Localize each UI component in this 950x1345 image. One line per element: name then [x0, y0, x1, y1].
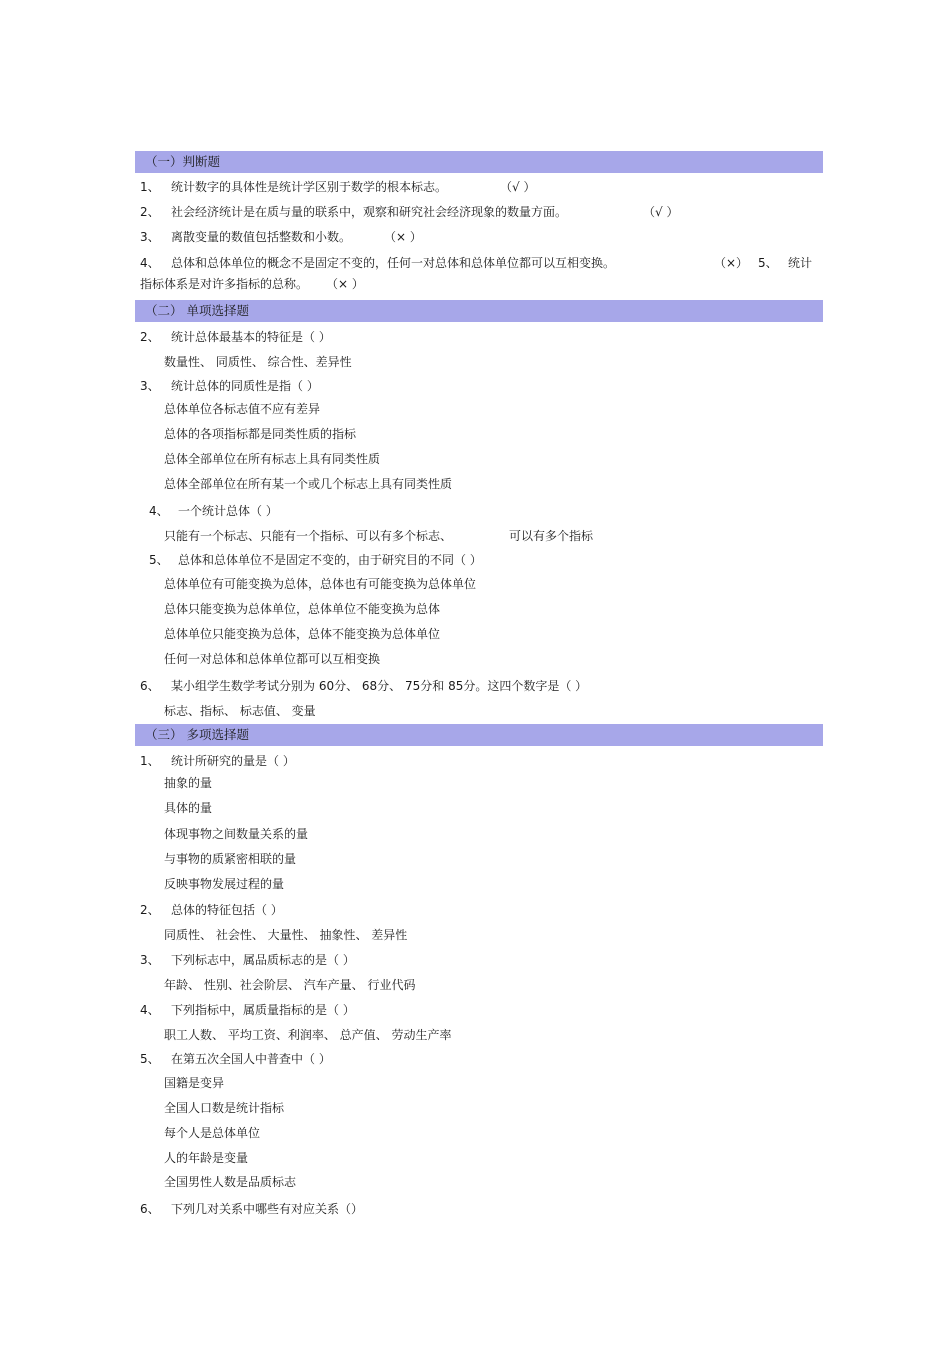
- option-line: 数量性、 同质性、 综合性、差异性: [164, 355, 352, 369]
- answer-mark: （× ）: [384, 230, 422, 244]
- question-number: 6、: [140, 679, 160, 693]
- item-number: 1、: [140, 180, 160, 194]
- item-text: 离散变量的数值包括整数和小数。: [171, 230, 352, 244]
- question-text: 在第五次全国人中普查中（ ）: [171, 1052, 331, 1066]
- option-line: 体现事物之间数量关系的量: [164, 827, 309, 841]
- question-number: 5、: [149, 553, 169, 567]
- item-text: 统计: [788, 256, 813, 270]
- item-text: 总体和总体单位的概念不是固定不变的，任何一对总体和总体单位都可以互相变换。: [171, 256, 616, 270]
- answer-mark: （× ）: [326, 277, 364, 291]
- option-line: 全国人口数是统计指标: [164, 1101, 285, 1115]
- question-number: 3、: [140, 379, 160, 393]
- item-text: 社会经济统计是在质与量的联系中，观察和研究社会经济现象的数量方面。: [171, 205, 568, 219]
- option-line: 总体单位有可能变换为总体，总体也有可能变换为总体单位: [164, 577, 477, 591]
- item-number: 4、: [140, 256, 160, 270]
- answer-mark: （×）: [714, 256, 749, 270]
- question-number: 3、: [140, 953, 160, 967]
- question-number: 2、: [140, 903, 160, 917]
- item-text: 统计数字的具体性是统计学区别于数学的根本标志。: [171, 180, 448, 194]
- question-text: 总体和总体单位不是固定不变的，由于研究目的不同（ ）: [178, 553, 482, 567]
- question-number: 1、: [140, 754, 160, 768]
- option-line: 反映事物发展过程的量: [164, 877, 285, 891]
- question-number: 6、: [140, 1202, 160, 1216]
- question-text: 下列指标中，属质量指标的是（ ）: [171, 1003, 355, 1017]
- option-line: 全国男性人数是品质标志: [164, 1175, 297, 1189]
- option-line: 人的年龄是变量: [164, 1151, 249, 1165]
- option-line: 总体单位只能变换为总体，总体不能变换为总体单位: [164, 627, 441, 641]
- section-header-judgment: （一）判断题: [135, 151, 823, 173]
- option-line: 总体只能变换为总体单位，总体单位不能变换为总体: [164, 602, 441, 616]
- question-text: 统计总体的同质性是指（ ）: [171, 379, 319, 393]
- option-text: 可以有多个指标: [509, 529, 594, 543]
- option-line: 年龄、 性别、社会阶层、 汽车产量、 行业代码: [164, 978, 416, 992]
- option-line: 标志、指标、 标志值、 变量: [164, 704, 316, 718]
- option-line: 总体的各项指标都是同类性质的指标: [164, 427, 357, 441]
- question-text: 下列标志中，属品质标志的是（ ）: [171, 953, 355, 967]
- option-line: 总体全部单位在所有某一个或几个标志上具有同类性质: [164, 477, 453, 491]
- section-header-multiple-choice: （三） 多项选择题: [135, 724, 823, 746]
- question-text: 某小组学生数学考试分别为 60分、 68分、 75分和 85分。这四个数字是（ ）: [171, 679, 588, 693]
- option-line: 抽象的量: [164, 776, 213, 790]
- item-text: 指标体系是对许多指标的总称。: [140, 277, 309, 291]
- option-line: 总体单位各标志值不应有差异: [164, 402, 321, 416]
- question-number: 5、: [140, 1052, 160, 1066]
- item-number: 5、: [758, 256, 778, 270]
- option-line: 与事物的质紧密相联的量: [164, 852, 297, 866]
- option-line: 总体全部单位在所有标志上具有同类性质: [164, 452, 381, 466]
- item-number: 3、: [140, 230, 160, 244]
- option-line: 职工人数、 平均工资、利润率、 总产值、 劳动生产率: [164, 1028, 452, 1042]
- question-number: 4、: [140, 1003, 160, 1017]
- option-line: 每个人是总体单位: [164, 1126, 261, 1140]
- option-line: 任何一对总体和总体单位都可以互相变换: [164, 652, 381, 666]
- option-line: 同质性、 社会性、 大量性、 抽象性、 差异性: [164, 928, 408, 942]
- question-text: 下列几对关系中哪些有对应关系（）: [171, 1202, 364, 1216]
- option-text: 只能有一个标志、只能有一个指标、可以有多个标志、: [164, 529, 453, 543]
- item-number: 2、: [140, 205, 160, 219]
- question-text: 一个统计总体（ ）: [178, 504, 278, 518]
- option-line: 具体的量: [164, 801, 213, 815]
- question-text: 总体的特征包括（ ）: [171, 903, 283, 917]
- section-header-single-choice: （二） 单项选择题: [135, 300, 823, 322]
- option-line: 国籍是变异: [164, 1076, 225, 1090]
- question-number: 4、: [149, 504, 169, 518]
- question-number: 2、: [140, 330, 160, 344]
- answer-mark: （√ ）: [643, 205, 679, 219]
- question-text: 统计总体最基本的特征是（ ）: [171, 330, 331, 344]
- answer-mark: （√ ）: [500, 180, 536, 194]
- question-text: 统计所研究的量是（ ）: [171, 754, 295, 768]
